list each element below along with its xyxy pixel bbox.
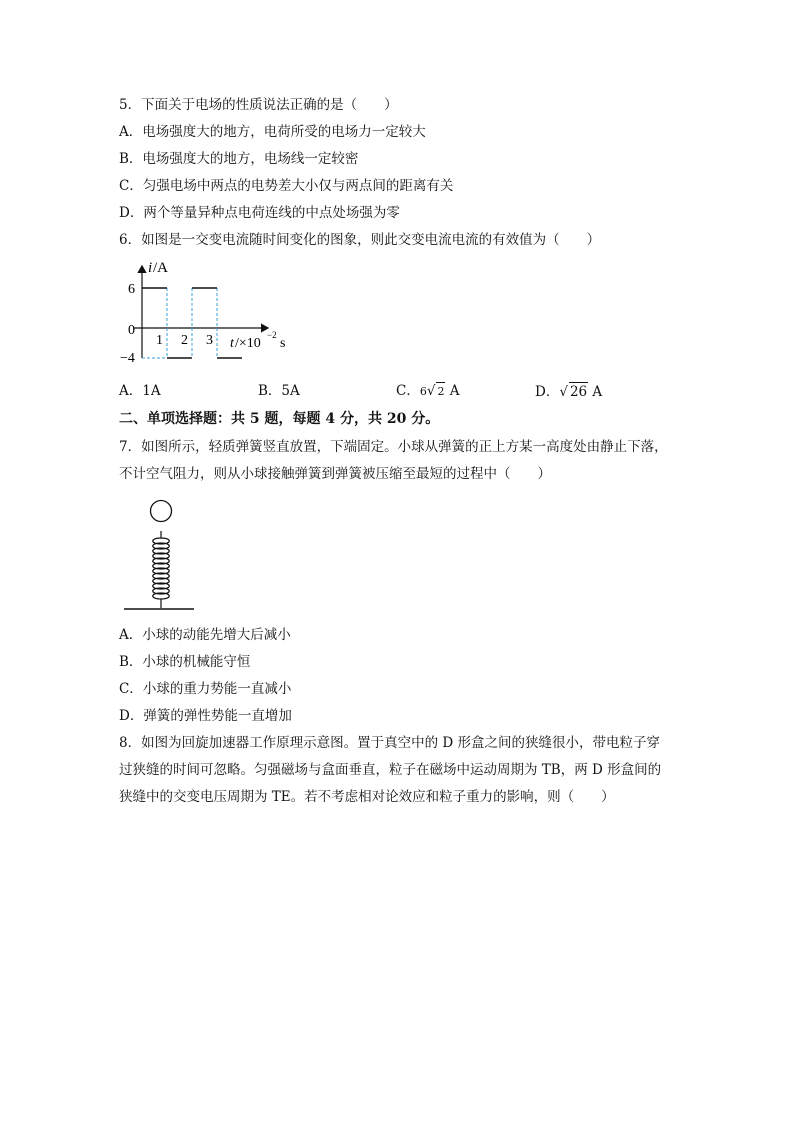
q6-option-c-prefix: C． xyxy=(396,383,420,399)
q5-stem: 5．下面关于电场的性质说法正确的是（ ） xyxy=(119,97,398,113)
q6-option-d-radicand: 26 xyxy=(569,384,588,400)
y-tick-minus4: −4 xyxy=(120,351,135,366)
spring-coil xyxy=(153,538,170,599)
q8-line2: 过狭缝的时间可忽略。匀强磁场与盒面垂直，粒子在磁场中运动周期为 TB，两 D 形盒间的 xyxy=(119,762,662,778)
ball xyxy=(151,501,172,522)
q6-option-c xyxy=(396,382,460,401)
q5-option-c: C．匀强电场中两点的电势差大小仅与两点间的距离有关 xyxy=(119,178,454,194)
q5-option-a: A．电场强度大的地方，电荷所受的电场力一定较大 xyxy=(119,124,426,140)
y-tick-0: 0 xyxy=(128,323,135,338)
q6-option-c-radicand: 2 xyxy=(436,382,445,401)
x-tick-3: 3 xyxy=(206,333,213,348)
x-axis-label-unit: /×10 xyxy=(235,336,261,351)
q7-stem-line1: 7．如图所示，轻质弹簧竖直放置，下端固定。小球从弹簧的正上方某一高度处由静止下落， xyxy=(119,439,668,455)
x-axis-unit-s: s xyxy=(280,336,286,351)
x-tick-2: 2 xyxy=(181,333,188,348)
x-axis-label-t: t xyxy=(230,336,234,351)
section-heading: 二、单项选择题：共 5 题，每题 4 分，共 20 分。 xyxy=(119,411,440,427)
x-axis-exponent: −2 xyxy=(267,330,277,340)
y-axis-label-unit: /A xyxy=(153,260,168,276)
sqrt-symbol: √ 26 xyxy=(559,384,588,400)
q6-option-c-coef: 6 xyxy=(419,385,427,398)
x-tick-1: 1 xyxy=(156,333,163,348)
q6-option-b: B．5A xyxy=(258,383,300,399)
q5-option-d: D．两个等量异种点电荷连线的中点处场强为零 xyxy=(119,205,400,221)
y-axis-label-i: i xyxy=(148,260,153,276)
q5-option-b: B．电场强度大的地方，电场线一定较密 xyxy=(119,151,359,167)
q6-option-d-prefix: D． xyxy=(535,384,560,400)
q6-option-d xyxy=(535,382,602,401)
q8-line3: 狭缝中的交变电压周期为 TE。若不考虑相对论效应和粒子重力的影响，则（ ） xyxy=(119,789,615,805)
q6-current-graph xyxy=(112,252,312,368)
q7-option-c: C．小球的重力势能一直减小 xyxy=(119,681,292,697)
q6-option-a: A．1A xyxy=(119,383,161,399)
q6-stem: 6．如图是一交变电流随时间变化的图象，则此交变电流电流的有效值为（ ） xyxy=(119,232,601,248)
q6-option-d-unit: A xyxy=(588,384,603,400)
q8-line1: 8．如图为回旋加速器工作原理示意图。置于真空中的 D 形盒之间的狭缝很小，带电粒子穿 xyxy=(119,735,660,751)
q6-option-c-unit: A xyxy=(445,383,460,399)
q7-stem-line2: 不计空气阻力，则从小球接触弹簧到弹簧被压缩至最短的过程中（ ） xyxy=(119,466,551,482)
q7-spring-ball-figure xyxy=(118,496,200,616)
q7-option-a: A．小球的动能先增大后减小 xyxy=(119,627,291,643)
q7-option-d: D．弹簧的弹性势能一直增加 xyxy=(119,708,292,724)
y-tick-6: 6 xyxy=(128,282,135,297)
q7-option-b: B．小球的机械能守恒 xyxy=(119,654,251,670)
sqrt-symbol: √ 2 xyxy=(426,383,445,399)
